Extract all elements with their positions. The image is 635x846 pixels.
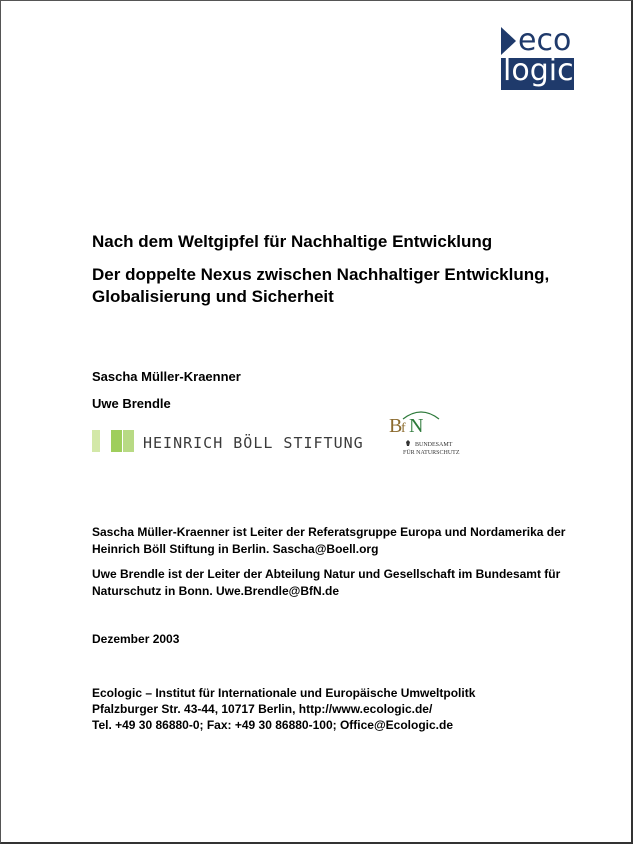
boell-logo-text: HEINRICH BÖLL STIFTUNG — [143, 434, 364, 452]
author-affiliation: Uwe Brendle ist der Leiter der Abteilung Natur und Gesellschaft im Bundesamt für Naturschutz in Bonn. Uwe.Brendle@BfN.de — [92, 567, 561, 598]
author-name: Uwe Brendle — [92, 396, 171, 411]
bfn-logo-line1: BUNDESAMT — [415, 442, 453, 448]
boell-logo-bar — [111, 430, 122, 452]
bfn-logo-n: N — [409, 415, 424, 437]
publisher-name: Ecologic – Institut für Internationale und Europäische Umweltpolitk — [92, 686, 476, 700]
publisher-address: Pfalzburger Str. 43-44, 10717 Berlin, http://www.ecologic.de/ — [92, 702, 433, 716]
publisher-block — [92, 685, 475, 733]
boell-logo-bar — [92, 430, 100, 452]
triangle-icon — [501, 27, 516, 55]
ecologic-logo-eco: eco — [518, 23, 572, 58]
eagle-icon — [404, 439, 412, 447]
bfn-logo-f: f — [401, 421, 406, 436]
ecologic-logo-logic: logic — [503, 53, 574, 88]
publisher-contact: Tel. +49 30 86880-0; Fax: +49 30 86880-100; Office@Ecologic.de — [92, 718, 454, 732]
publication-date: Dezember 2003 — [92, 632, 180, 646]
ecologic-logo — [501, 23, 574, 90]
author-affiliation: Sascha Müller-Kraenner ist Leiter der Referatsgruppe Europa und Nordamerika der Heinrich Böll Stiftung in Berlin. Sascha@Boell.org — [92, 525, 566, 556]
ecologic-logo-bottom — [501, 53, 574, 90]
bfn-logo — [389, 409, 469, 465]
bfn-logo-line2: FÜR NATURSCHUTZ — [403, 450, 460, 456]
boell-foundation-logo — [92, 430, 362, 454]
document-subtitle: Der doppelte Nexus zwischen Nachhaltiger Entwicklung, Globalisierung und Sicherheit — [92, 265, 550, 306]
bfn-logo-b: B — [389, 415, 403, 437]
boell-logo-bar — [123, 430, 134, 452]
author-name: Sascha Müller-Kraenner — [92, 369, 241, 384]
document-title: Nach dem Weltgipfel für Nachhaltige Entwicklung — [92, 232, 493, 251]
